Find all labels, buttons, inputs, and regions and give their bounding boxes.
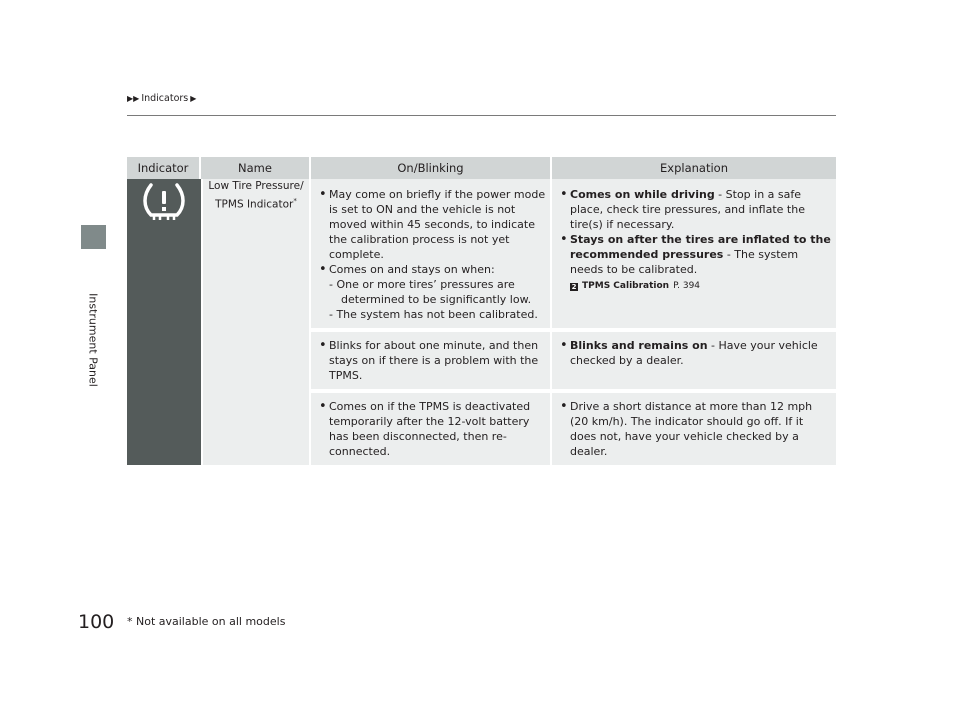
header-rule: [127, 115, 836, 116]
column-header-indicator: Indicator: [127, 157, 201, 179]
column-header-on-blinking: On/Blinking: [311, 157, 552, 179]
list-item: • Comes on while driving - Stop in a safe place, check tire pressures, and inflate the tire(s) if necessary.: [560, 187, 805, 231]
sub-item: - The system has not been calibrated.: [329, 308, 538, 321]
list-item: • Stays on after the tires are inflated to the recommended pressures - The system needs to be calibrated.: [560, 232, 831, 276]
availability-asterisk: *: [293, 197, 297, 205]
on-blinking-cell: [311, 328, 552, 389]
list-item: • Blinks for about one minute, and then stays on if there is a problem with the TPMS.: [319, 338, 539, 382]
breadcrumb-arrow-icon: ▶: [190, 94, 197, 103]
list-item: • Comes on if the TPMS is deactivated temporarily after the 12-volt battery has been disconnected, then re-connected.: [319, 399, 531, 458]
breadcrumb-arrow-icon: ▶▶: [127, 94, 140, 103]
breadcrumb-item[interactable]: Indicators: [141, 93, 189, 104]
reference-arrow-icon: 2: [571, 282, 577, 291]
indicator-icon-cell: [127, 179, 201, 465]
page-number: 100: [78, 611, 115, 633]
column-header-explanation: Explanation: [552, 157, 836, 179]
footnote: * Not available on all models: [127, 615, 286, 628]
indicator-name-cell: [201, 179, 311, 465]
breadcrumb: [127, 93, 196, 104]
on-blinking-cell: [311, 179, 552, 328]
explanation-cell: [552, 389, 836, 465]
list-item: • Blinks and remains on - Have your vehicle checked by a dealer.: [560, 338, 818, 367]
cross-reference-link[interactable]: 2 TPMS Calibration P. 394: [571, 281, 701, 291]
sub-item-cont: determined to be significantly low.: [341, 293, 532, 306]
table-row: [127, 179, 836, 328]
list-item: • Comes on and stays on when:: [319, 262, 495, 277]
section-label: Instrument Panel: [86, 293, 100, 387]
sub-item: - One or more tires’ pressures are: [329, 278, 515, 291]
column-header-name: Name: [201, 157, 311, 179]
indicator-name: Low Tire Pressure/ TPMS Indicator: [208, 180, 304, 211]
explanation-cell: [552, 179, 836, 328]
explanation-cell: [552, 328, 836, 389]
tire-pressure-warning-icon: [141, 179, 187, 223]
list-item: • Drive a short distance at more than 12 mph (20 km/h). The indicator should go off. If it does not, have your vehicle checked by a dealer.: [560, 399, 813, 458]
indicator-table: [127, 157, 836, 465]
section-tab-marker: [81, 225, 106, 249]
on-blinking-cell: [311, 389, 552, 465]
list-item: • May come on briefly if the power mode is set to ON and the vehicle is not moved within 45 seconds, to indicate the calibration process is not yet complete.: [319, 187, 546, 261]
